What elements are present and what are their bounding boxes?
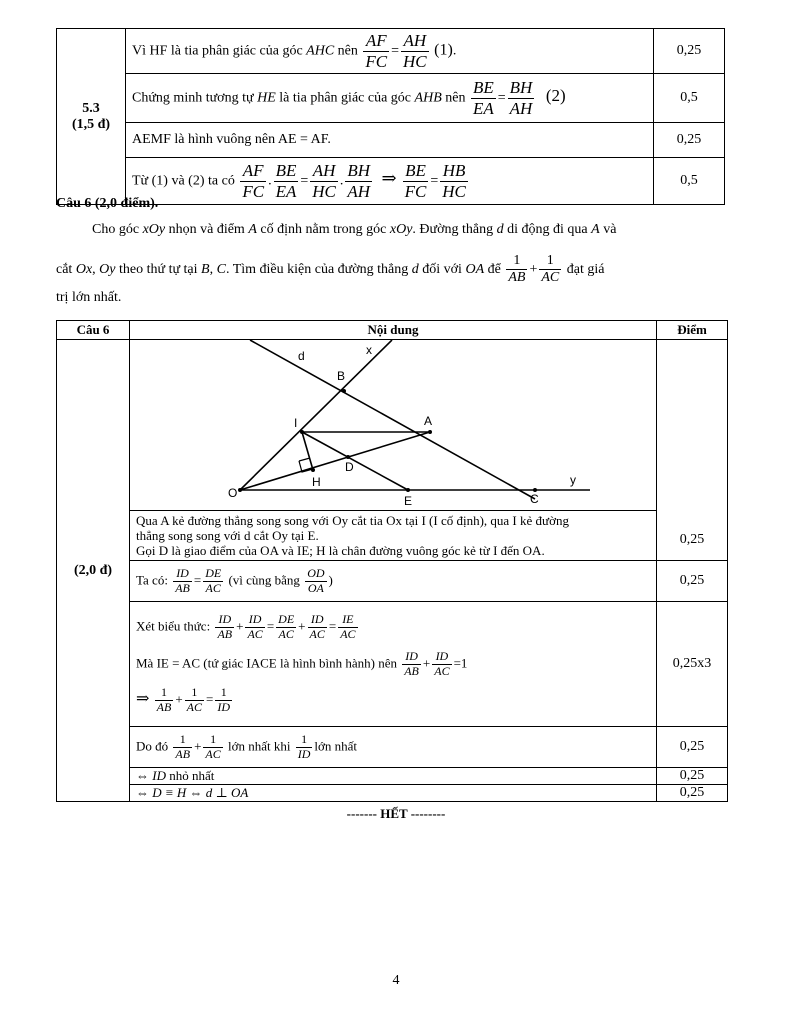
num: ID [215, 613, 234, 628]
label-i: I [294, 416, 298, 430]
eq: = [497, 90, 506, 106]
num: 1 [173, 733, 192, 748]
point-b [342, 389, 346, 393]
t: Ta có: [136, 571, 168, 587]
angle-xoy: xOy [142, 222, 166, 237]
question-6-heading: Câu 6 (2,0 điểm). [56, 196, 159, 211]
answer-table-6 [56, 320, 728, 802]
eq: = [206, 691, 214, 707]
row1-mid: nên [334, 43, 362, 59]
r4-score: 0,25 [657, 727, 728, 768]
frac-bh-ah [508, 78, 535, 118]
label-b: B [337, 369, 346, 383]
period: . [452, 43, 457, 59]
row2-content [126, 74, 654, 123]
r4-content [130, 727, 657, 768]
frac-1-ac [185, 686, 204, 715]
den: AH [509, 98, 533, 118]
r1-content [130, 511, 657, 561]
num: ID [402, 650, 421, 665]
page-number: 4 [392, 973, 400, 988]
frac-1-ac [539, 253, 561, 286]
row1-score: 0,25 [654, 29, 725, 74]
den: AC [247, 626, 263, 641]
point-h [311, 468, 315, 472]
row3-score: 0,25 [654, 123, 725, 158]
angle-ahc: AHC [306, 43, 335, 59]
den: ID [217, 700, 231, 715]
num: ID [245, 613, 264, 628]
den: AC [186, 700, 203, 715]
num: 1 [296, 733, 313, 748]
row2-score: 0,5 [654, 74, 725, 123]
num: AF [363, 31, 389, 52]
plus: + [422, 654, 431, 670]
ray-ox: Ox [75, 262, 93, 277]
eq: = [430, 173, 439, 189]
den: FC [242, 181, 265, 201]
line-d: d [411, 262, 419, 277]
eq: = [328, 618, 337, 634]
row1-text: Vì HF là tia phân giác của góc [132, 43, 307, 59]
one: 1 [460, 654, 468, 670]
den: HC [442, 181, 466, 201]
iff-symbol: ⇔ [136, 768, 149, 783]
ray-he: HE [257, 90, 276, 106]
t: và [599, 222, 617, 237]
ray-oy: Oy [99, 262, 116, 277]
r5-score: 0,25 [657, 768, 728, 785]
eq: = [193, 571, 202, 587]
question-6-line3: trị lớn nhất. [56, 290, 122, 305]
header-score: Điểm [657, 321, 728, 340]
frac-id-ac [245, 613, 264, 642]
end-marker: ------- HẾT -------- [346, 806, 446, 821]
frac-be-ea [471, 78, 496, 118]
label-y: y [570, 473, 576, 487]
row1-content [126, 29, 654, 74]
den: AC [340, 626, 356, 641]
t: để [484, 262, 501, 277]
num: 1 [215, 686, 232, 701]
r1-line1: Qua A kẻ đường thẳng song song với Oy cắt tia Ox tại I (I cố định), qua I kẻ đường [136, 513, 569, 528]
num: BH [509, 78, 533, 98]
question-6 [56, 196, 746, 314]
segment-id: ID [152, 768, 166, 783]
frac-id-ab [402, 650, 421, 679]
implies-symbol: ⇒ [136, 690, 150, 708]
label-e: E [404, 494, 413, 508]
t: . Đường thẳng [412, 222, 497, 237]
num: AF [240, 161, 266, 182]
label-a: A [424, 414, 433, 428]
den: OA [307, 580, 324, 595]
r2-score: 0,25 [657, 561, 728, 602]
point-e [406, 488, 410, 492]
den: AB [175, 580, 190, 595]
row2-text: Chứng minh tương tự [132, 90, 258, 106]
label-d: d [298, 349, 305, 363]
num: ID [173, 567, 192, 582]
t: cố định nằm trong góc [256, 222, 390, 237]
frac-de-ac [276, 613, 296, 642]
figure-cell [130, 340, 657, 511]
question-points: (2,0 đ) [57, 340, 130, 802]
question-cell [57, 29, 126, 205]
t: , [92, 262, 100, 277]
den: FC [365, 51, 388, 71]
frac-1-id [215, 686, 232, 715]
dot: . [339, 173, 344, 189]
den: AB [156, 700, 172, 715]
den: EA [275, 181, 297, 201]
line-d [250, 340, 535, 499]
eq: = [266, 618, 275, 634]
angle-ahb: AHB [414, 90, 442, 106]
t: Xét biểu thức: [136, 618, 211, 634]
den: AC [278, 626, 294, 641]
frac-ie-ac [338, 613, 357, 642]
label-h: H [312, 475, 321, 489]
frac-1-ac [203, 733, 222, 762]
row2-mid2: nên [441, 90, 469, 106]
question-points: (1,5 đ) [71, 116, 111, 132]
t: ) [328, 571, 333, 587]
r3-line1 [136, 613, 650, 642]
point-d [346, 455, 350, 459]
t: Do đó [136, 737, 169, 753]
t: Cho góc [92, 222, 143, 237]
frac-1-ab [173, 733, 192, 762]
frac-od-oa [305, 567, 326, 596]
frac-id-ab [173, 567, 192, 596]
t: , [209, 262, 217, 277]
t: Mà IE = AC (tứ giác IACE là hình bình hành) nên [136, 654, 397, 670]
r3-line2 [136, 650, 650, 679]
frac-1-id [296, 733, 313, 762]
num: HB [440, 161, 468, 182]
den: AB [508, 270, 526, 286]
num: AH [310, 161, 338, 182]
num: 1 [185, 686, 204, 701]
row3-content: AEMF là hình vuông nên AE = AF. [126, 123, 654, 158]
frac-1-ab [506, 253, 527, 286]
plus: + [175, 691, 183, 707]
point-a: A [591, 222, 600, 237]
header-content: Nội dung [130, 321, 657, 340]
eq: = [391, 43, 400, 59]
r2-content [130, 561, 657, 602]
eq: = [453, 654, 461, 670]
eq: = [300, 173, 309, 189]
answer-table-5-3 [56, 28, 725, 205]
den: ID [297, 746, 311, 761]
point-b: B [201, 262, 210, 277]
label-x: x [366, 343, 372, 357]
right-angle-mark-top [299, 458, 310, 461]
den: AC [205, 746, 221, 761]
r5-content [130, 768, 657, 785]
num: 1 [539, 253, 561, 270]
t: . Tìm điều kiện của đường thẳng [225, 262, 412, 277]
r3-score: 0,25x3 [657, 602, 728, 727]
num: 1 [506, 253, 527, 270]
t: cắt [56, 262, 76, 277]
t: theo thứ tự tại [115, 262, 202, 277]
num: BH [347, 161, 371, 181]
point-c: C [216, 262, 226, 277]
frac-id-ac [308, 613, 327, 642]
t: đạt giá [563, 262, 605, 277]
r6-score: 0,25 [657, 785, 728, 802]
frac-de-ac [203, 567, 223, 596]
r1-score: 0,25 [657, 340, 728, 561]
frac-ah-hc [401, 31, 429, 71]
point-i [300, 430, 304, 434]
r1-line3: Gọi D là giao điểm của OA và IE; H là chân đường vuông góc kẻ từ I đến OA. [136, 543, 545, 558]
frac-af-fc [363, 31, 389, 71]
r3-content [130, 602, 657, 727]
label-o: O [228, 486, 238, 500]
line-d: d [496, 222, 504, 237]
num: BE [472, 78, 494, 98]
den: AB [217, 626, 233, 641]
plus: + [236, 618, 244, 634]
num: ID [308, 613, 327, 628]
den: FC [404, 181, 427, 201]
r1-line2: thẳng song song với d cắt Oy tại E. [136, 528, 319, 543]
num: OD [307, 565, 325, 580]
t: di động đi qua [503, 222, 592, 237]
plus: + [194, 737, 202, 753]
num: 1 [155, 686, 174, 701]
tag-1: (1) [434, 41, 453, 59]
frac-id-ac [432, 650, 451, 679]
header-question: Câu 6 [57, 321, 130, 340]
geometry-figure [130, 340, 652, 510]
num: DE [278, 612, 295, 627]
row4-score: 0,5 [654, 158, 725, 205]
den: HC [312, 181, 336, 201]
frac-1-ab [155, 686, 174, 715]
den: AB [404, 663, 419, 678]
label-d-point: D [345, 460, 354, 474]
num: BE [403, 161, 429, 182]
den: AC [541, 270, 560, 286]
den: AB [175, 746, 191, 761]
den: AC [434, 663, 450, 678]
dot: . [268, 173, 272, 189]
num: IE [338, 613, 357, 628]
angle-xoy: xOy [389, 222, 413, 237]
point-a: A [248, 222, 257, 237]
label-c: C [530, 492, 539, 506]
den: HC [403, 51, 427, 71]
num: DE [205, 565, 222, 580]
t: nhỏ nhất [165, 768, 215, 783]
num: AH [401, 31, 429, 52]
row2-mid: là tia phân giác của góc [275, 90, 415, 106]
den: AC [205, 580, 221, 595]
den: EA [472, 98, 494, 118]
t: lớn nhất [314, 737, 358, 753]
t: nhọn và điểm [165, 222, 249, 237]
point-o [238, 488, 242, 492]
r6-content: ⇔ D ≡ H ⇔ d ⊥ OA [130, 785, 657, 802]
question-6-line2 [56, 250, 746, 290]
num: ID [432, 650, 451, 665]
implies-symbol: ⇒ [381, 168, 397, 189]
question-6-line1 [56, 216, 746, 244]
t: đối với [418, 262, 466, 277]
t: (vì cùng bằng [228, 571, 300, 587]
row4-text: Từ (1) và (2) ta có [132, 173, 235, 189]
point-a [428, 430, 432, 434]
num: 1 [203, 733, 222, 748]
t: lớn nhất khi [228, 737, 291, 753]
den: AC [309, 626, 325, 641]
r3-line3 [136, 686, 650, 715]
segment-oa: OA [465, 262, 485, 277]
question-label: 5.3 [82, 100, 100, 116]
frac-id-ab [215, 613, 234, 642]
plus: + [529, 262, 538, 277]
num: BE [275, 161, 297, 181]
plus: + [298, 618, 306, 634]
tag-2: (2) [545, 86, 566, 106]
den: AH [347, 181, 371, 201]
